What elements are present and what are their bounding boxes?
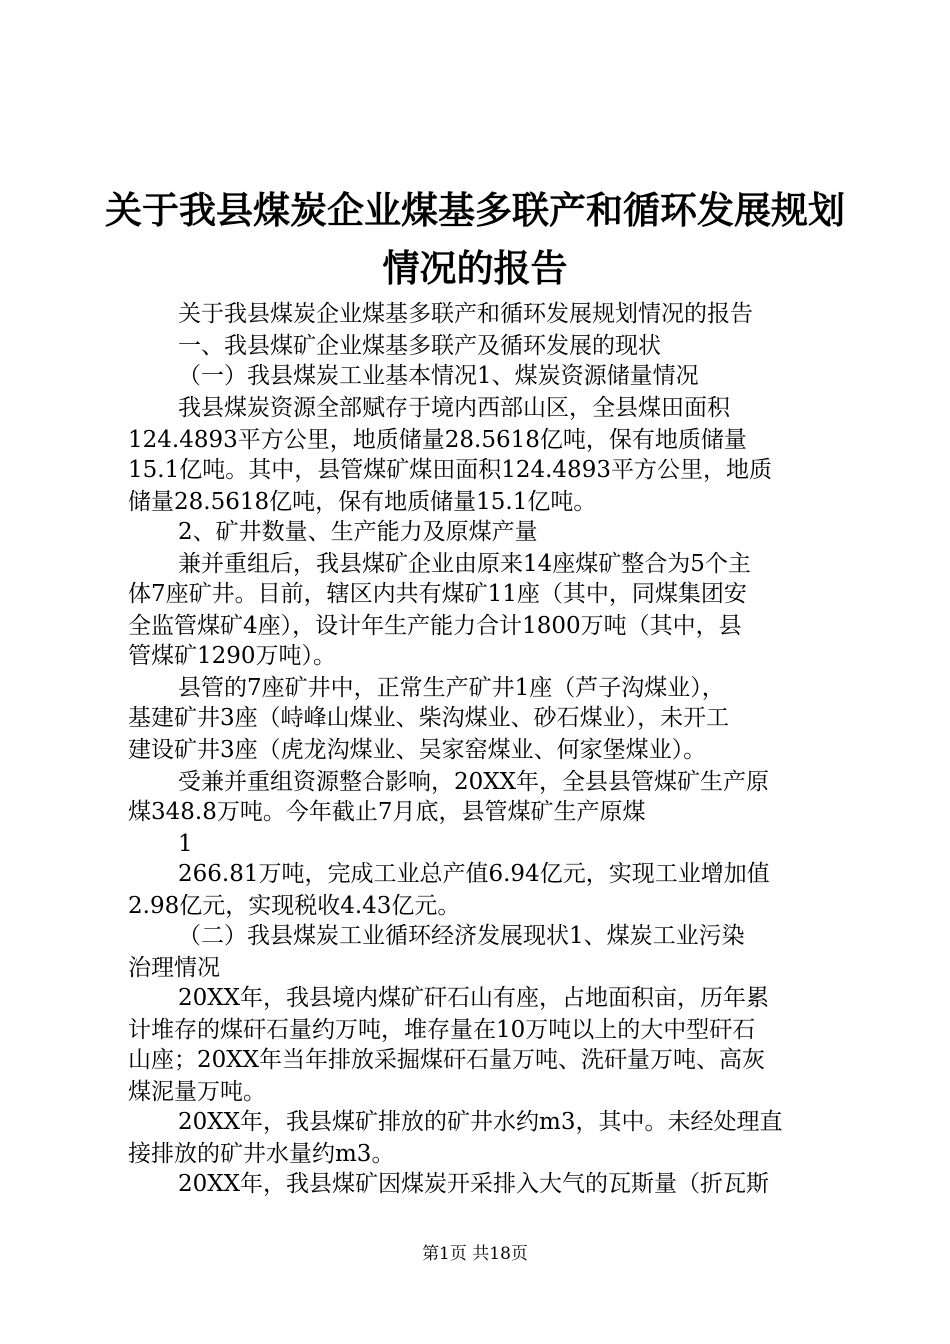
body-line: 20XX年，我县境内煤矿矸石山有座，占地面积亩，历年累 — [178, 985, 770, 1011]
body-line: 兼并重组后，我县煤矿企业由原来14座煤矿整合为5个主 — [178, 551, 751, 577]
body-line: 煤348.8万吨。今年截止7月底，县管煤矿生产原煤 — [128, 799, 646, 825]
body-line: 我县煤炭资源全部赋存于境内西部山区，全县煤田面积 — [178, 395, 730, 421]
body-line: 基建矿井3座（峙峰山煤业、柴沟煤业、砂石煤业），未开工 — [128, 705, 730, 731]
body-line: 266.81万吨，完成工业总产值6.94亿元，实现工业增加值 — [178, 861, 770, 887]
body-line: 15.1亿吨。其中，县管煤矿煤田面积124.4893平方公里，地质 — [128, 457, 772, 483]
document-title-line-1: 关于我县煤炭企业煤基多联产和循环发展规划 — [105, 188, 845, 232]
body-line: 关于我县煤炭企业煤基多联产和循环发展规划情况的报告 — [178, 301, 753, 327]
body-line: 2、矿井数量、生产能力及原煤产量 — [178, 519, 538, 545]
body-line: 全监管煤矿4座），设计年生产能力合计1800万吨（其中，县 — [128, 613, 742, 639]
body-line: 山座；20XX年当年排放采掘煤矸石量万吨、洗矸量万吨、高灰 — [128, 1047, 766, 1073]
body-line: 体7座矿井。目前，辖区内共有煤矿11座（其中，同煤集团安 — [128, 581, 747, 607]
body-line: 接排放的矿井水量约m3。 — [128, 1141, 395, 1167]
body-line: 煤泥量万吨。 — [128, 1079, 266, 1105]
body-line: （二）我县煤炭工业循环经济发展现状1、煤炭工业污染 — [178, 923, 745, 949]
body-line: 1 — [178, 831, 193, 857]
body-line: 受兼并重组资源整合影响，20XX年，全县县管煤矿生产原 — [178, 769, 770, 795]
body-line: 治理情况 — [128, 955, 220, 981]
body-line: 20XX年，我县煤矿因煤炭开采排入大气的瓦斯量（折瓦斯 — [178, 1171, 770, 1197]
page-number-footer: 第1页 共18页 — [422, 1244, 528, 1264]
body-line: 一、我县煤矿企业煤基多联产及循环发展的现状 — [178, 333, 661, 359]
body-line: 计堆存的煤矸石量约万吨，堆存量在10万吨以上的大中型矸石 — [128, 1017, 756, 1043]
body-line: 124.4893平方公里，地质储量28.5618亿吨，保有地质储量 — [128, 427, 747, 453]
body-line: （一）我县煤炭工业基本情况1、煤炭资源储量情况 — [178, 363, 699, 389]
body-line: 建设矿井3座（虎龙沟煤业、吴家窑煤业、何家堡煤业）。 — [128, 737, 707, 763]
body-line: 储量28.5618亿吨，保有地质储量15.1亿吨。 — [128, 489, 597, 515]
body-line: 管煤矿1290万吨）。 — [128, 643, 337, 669]
document-title-line-2: 情况的报告 — [382, 246, 568, 290]
body-line: 20XX年，我县煤矿排放的矿井水约m3，其中。未经处理直 — [178, 1109, 783, 1135]
body-line: 县管的7座矿井中，正常生产矿井1座（芦子沟煤业）， — [178, 675, 725, 701]
body-line: 2.98亿元，实现税收4.43亿元。 — [128, 893, 461, 919]
